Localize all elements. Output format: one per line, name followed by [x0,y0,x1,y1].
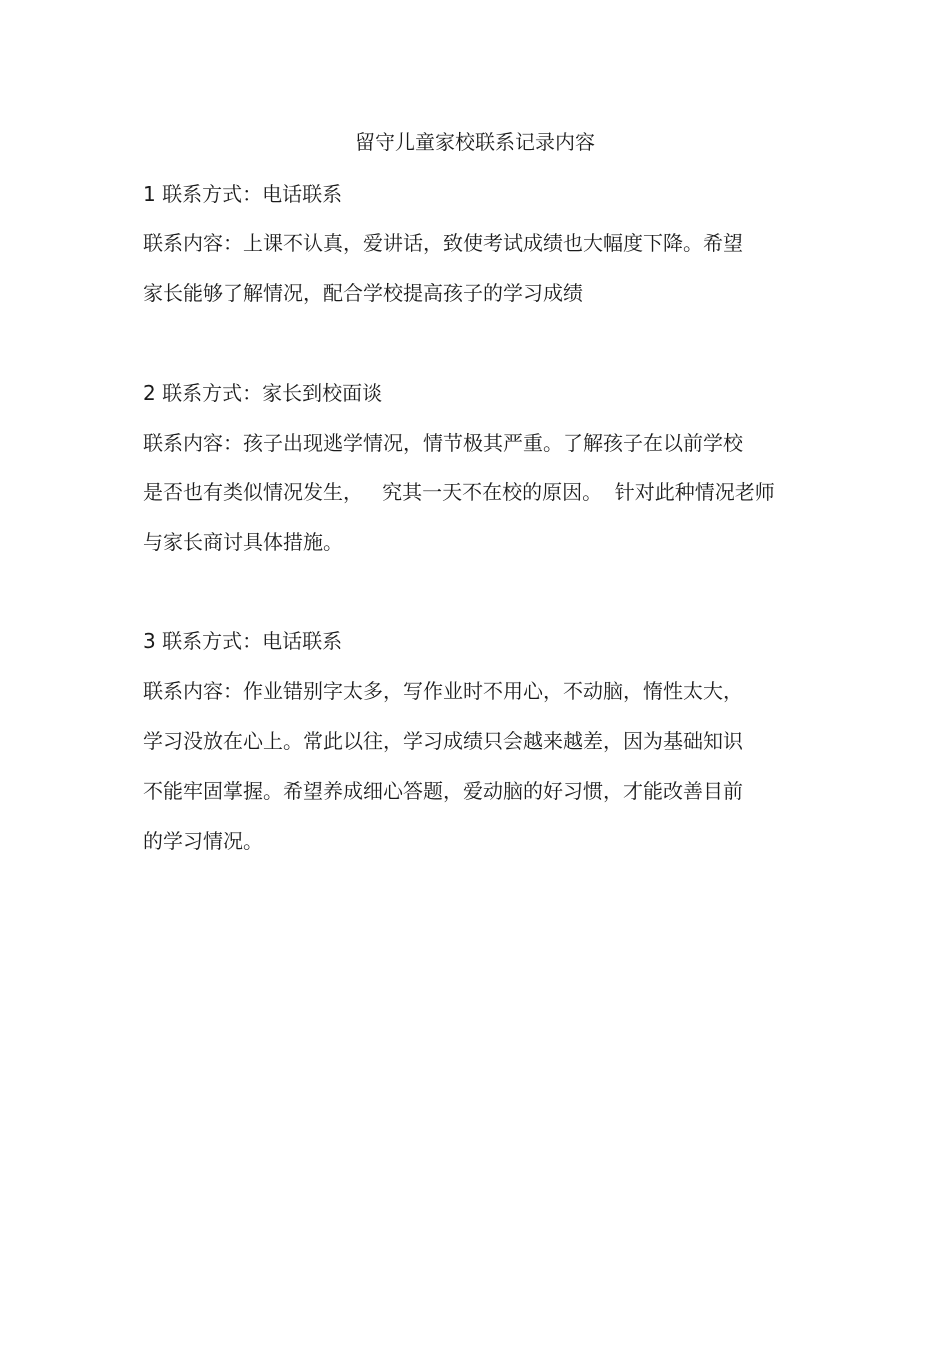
record-3-content-line-3: 不能牢固掌握。希望养成细心答题，爱动脑的好习惯，才能改善目前 [143,779,743,803]
record-1-content-line-2: 家长能够了解情况，配合学校提高孩子的学习成绩 [143,281,583,305]
record-3-method: 3 联系方式：电话联系 [143,629,343,653]
document-title: 留守儿童家校联系记录内容 [355,130,595,154]
record-1-content-line-1: 联系内容：上课不认真，爱讲话，致使考试成绩也大幅度下降。希望 [143,231,743,255]
record-2-content-line-1: 联系内容：孩子出现逃学情况，情节极其严重。了解孩子在以前学校 [143,431,743,455]
record-2-content-line-2: 是否也有类似情况发生， 究其一天不在校的原因。 针对此种情况老师 [143,480,775,504]
record-1-method: 1 联系方式：电话联系 [143,182,343,206]
record-3-content-line-2: 学习没放在心上。常此以往，学习成绩只会越来越差，因为基础知识 [143,729,743,753]
record-2-method: 2 联系方式：家长到校面谈 [143,381,383,405]
record-3-content-line-4: 的学习情况。 [143,829,263,853]
record-3-content-line-1: 联系内容：作业错别字太多，写作业时不用心，不动脑，惰性太大， [143,679,743,703]
record-2-content-line-3: 与家长商讨具体措施。 [143,530,343,554]
